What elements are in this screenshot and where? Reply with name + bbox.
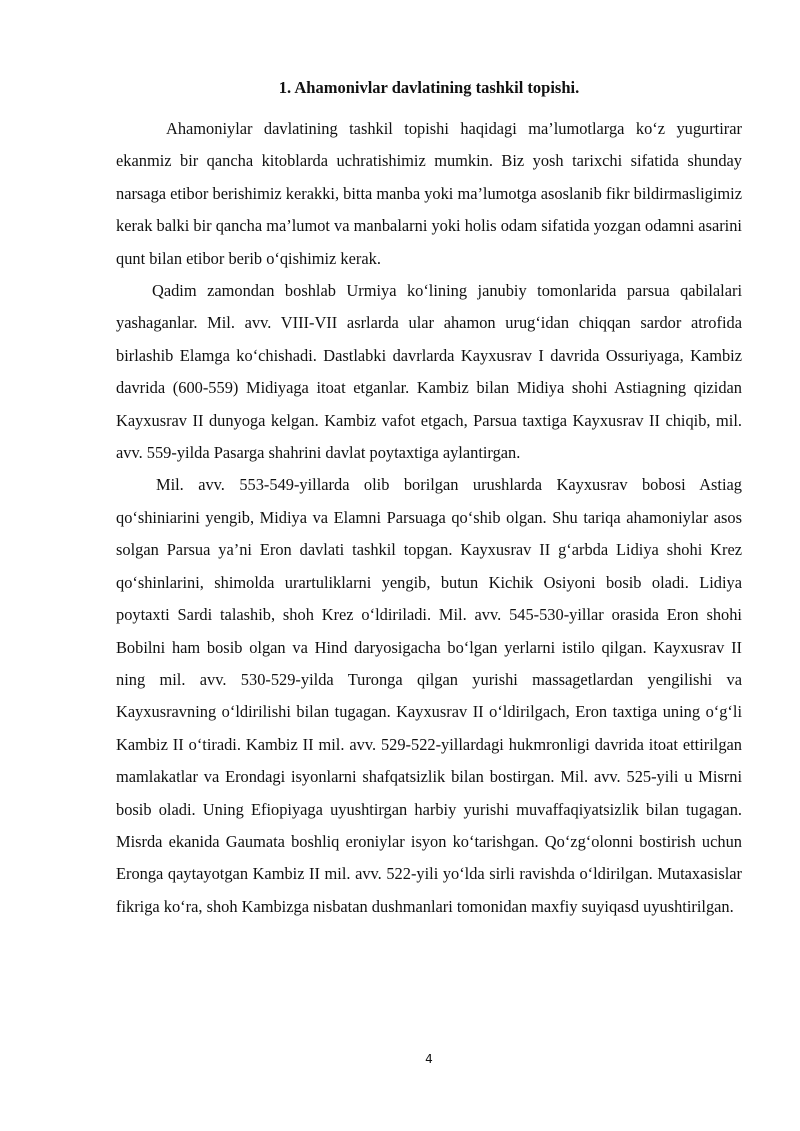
paragraph-origins: Qadim zamondan boshlab Urmiya ko‘lining janubiy tomonlarida parsua qabilalari yashaganlar. Mil. avv. VIII-VII asrlarda ular ahamon urug‘idan chiqqan sardor atrofida birlashib Elamga ko‘chishadi. Dastlabki davrlarda Kayxusrav I davrida Ossuriyaga, Kambiz davrida (600-559) Midiyaga itoat etganlar. Kambiz bilan Midiya shohi Astiagning qizidan Kayxusrav II dunyoga kelgan. Kambiz vafot etgach, Parsua taxtiga Kayxusrav II chiqib, mil. avv. 559-yilda Pasarga shahrini davlat poytaxtiga aylantirgan.: [116, 281, 742, 463]
paragraph-intro: Ahamoniylar davlatining tashkil topishi haqidagi ma’lumotlarga ko‘z yugurtirar ekanmiz bir qancha kitoblarda uchratishimiz mumkin. Biz yosh tarixchi sifatida shunday narsaga etibor berishimiz kerakki, bitta manba yoki ma’lumotga asoslanib fikr bildirmasligimiz kerak balki bir qancha ma’lumot va manbalarni yoki holis odam sifatida yozgan odamni asarini qunt bilan etibor berib o‘qishimiz kerak.: [116, 119, 742, 268]
section-heading: 1. Ahamonivlar davlatining tashkil topishi.: [278, 78, 580, 97]
body-text: [116, 113, 742, 923]
paragraph-conquests: Mil. avv. 553-549-yillarda olib borilgan urushlarda Kayxusrav bobosi Astiag qo‘shiniarini yengib, Midiya va Elamni Parsuaga qo‘shib olgan. Shu tariqa ahamoniylar asos solgan Parsua ya’ni Eron davlati tashkil topgan. Kayxusrav II g‘arbda Lidiya shohi Krez qo‘shinlarini, shimolda urartuliklarni yengib, butun Kichik Osiyoni bosib oladi. Lidiya poytaxti Sardi talashib, shoh Krez o‘ldiriladi. Mil. avv. 545-530-yillar orasida Eron shohi Bobilni ham bosib olgan va Hind daryosigacha bo‘lgan yerlarni istilo qilgan. Kayxusrav II ning mil. avv. 530-529-yilda Turonga qilgan yurishi massagetlardan yengilishi va Kayxusravning o‘ldirilishi bilan tugagan. Kayxusrav II o‘ldirilgach, Eron taxtiga uning o‘g‘li Kambiz II o‘tiradi. Kambiz II mil. avv. 529-522-yillardagi hukmronligi davrida itoat ettirilgan mamlakatlar va Erondagi isyonlarni shafqatsizlik bilan bostirgan. Mil. avv. 525-yili u Misrni bosib oladi. Uning Efiopiyaga uyushtirgan harbiy yurishi muvaffaqiyatsizlik bilan tugagan. Misrda ekanida Gaumata boshliq eroniylar isyon ko‘tarishgan. Qo‘zg‘olonni bostirish uchun Eronga qaytayotgan Kambiz II mil. avv. 522-yili yo‘lda sirli ravishda o‘ldirilgan. Mutaxasislar fikriga ko‘ra, shoh Kambizga nisbatan dushmanlari tomonidan maxfiy suyiqasd uyushtirilgan.: [116, 475, 742, 916]
page-number: 4: [425, 1052, 433, 1066]
